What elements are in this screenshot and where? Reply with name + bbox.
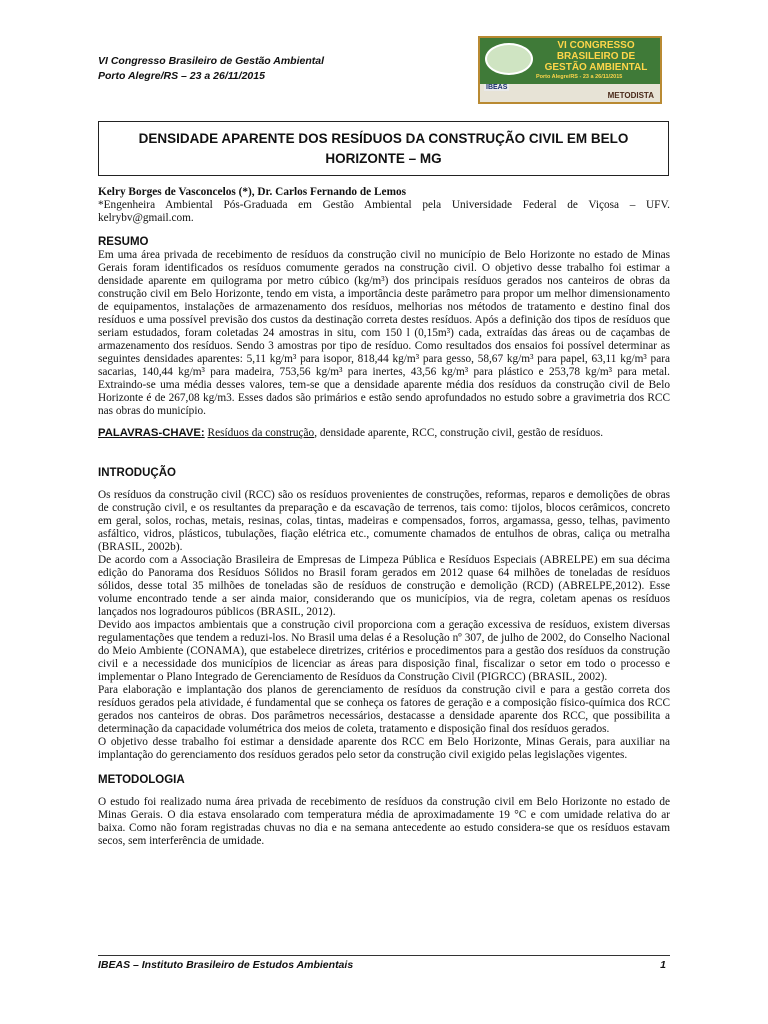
- paper-body: [98, 186, 670, 848]
- logo-title: VI CONGRESSO BRASILEIRO DE GESTÃO AMBIENTAL: [544, 40, 648, 73]
- intro-paragraph: Devido aos impactos ambientais que a construção civil proporciona com a geração excessiva de resíduos, existem diversas regulamentações que tendem a reduzi-los. No Brasil uma delas é a Resolução nº 307, de julho de 2002, do Conselho Nacional do Meio Ambiente (CONAMA), que estabelece diretrizes, critérios e procedimentos para a gestão dos resíduos da construção civil e a necessidade dos municípios de licenciar as áreas para disposição final, fiscalizar o setor em todo o processo e implementar o Plano Integrado de Gerenciamento de Resíduos da Construção Civil (PIGRCC) (BRASIL, 2002).: [98, 619, 670, 683]
- intro-paragraph: Para elaboração e implantação dos planos de gerenciamento de resíduos da construção civil e para a gestão correta dos resíduos gerados pela atividade, é fundamental que se conheça os fatores de geração e a composição físico-química dos RCC gerados nos canteiros de obras. Dos parâmetros necessários, destacasse a densidade aparente dos RCC, que possibilita a determinação da capacidade volumétrica dos meios de coleta, tratamento e disposição final dos resíduos gerados.: [98, 684, 670, 735]
- intro-paragraph: O objetivo desse trabalho foi estimar a densidade aparente dos RCC em Belo Horizonte, Minas Gerais, para auxiliar na implantação do gerenciamento dos resíduos gerados pelo setor da construção civil exigido pelas legislações vigentes.: [98, 736, 670, 761]
- keywords-label: PALAVRAS-CHAVE:: [98, 427, 205, 439]
- abstract-heading: RESUMO: [98, 236, 149, 248]
- congress-location-date: Porto Alegre/RS – 23 a 26/11/2015: [98, 70, 265, 82]
- congress-logo: [478, 36, 662, 104]
- congress-name: VI Congresso Brasileiro de Gestão Ambiental: [98, 55, 325, 67]
- page-number: 1: [660, 959, 666, 971]
- logo-emblem-icon: [485, 43, 533, 75]
- keyword-first: Resíduos da construção: [207, 427, 315, 439]
- intro-paragraph: De acordo com a Associação Brasileira de Empresas de Limpeza Pública e Resíduos Especiais (ABRELPE) em sua décima edição do Panorama dos Resíduos Sólidos no Brasil foram gerados em 2012 quase 64 milhões de toneladas de resíduos sólidos, desse total 35 milhões de toneladas são de resíduos de construção e demolição (RCD) (ABRELPE,2012). Esse volume encontrado tende a ser ainda maior, considerando que os municípios, via de regra, coletam apenas os resíduos lançados nos logradouros públicos (BRASIL, 2012).: [98, 554, 670, 618]
- page-footer: [98, 955, 670, 971]
- methodology-heading: METODOLOGIA: [98, 774, 185, 786]
- affiliation: *Engenheira Ambiental Pós-Graduada em Gestão Ambiental pela Universidade Federal de Viçosa – UFV. kelrybv@gmail.com.: [98, 199, 670, 224]
- logo-city: Porto Alegre/RS - 23 a 26/11/2015: [536, 74, 623, 80]
- keywords-rest: , densidade aparente, RCC, construção civil, gestão de resíduos.: [314, 427, 604, 439]
- keywords: [98, 427, 670, 440]
- logo-ibeas: IBEAS: [486, 84, 508, 91]
- running-header: [98, 54, 324, 84]
- abstract-text: Em uma área privada de recebimento de resíduos da construção civil no município de Belo Horizonte no estado de Minas Gerais foram identificados os resíduos comumente gerados na construção civil. O objetivo desse trabalho foi estimar a densidade aparente em quilograma por metro cúbico (kg/m³) dos principais resíduos gerados nos canteiros de obras da construção civil em Belo Horizonte, tendo em vista, a importância deste parâmetro para propor um melhor dimensionamento de equipamentos, instalações de armazenamento dos resíduos, melhorias nos métodos de tratamento e destino final dos resíduos e uma possível previsão dos custos da destinação correta destes resíduos. Após a definição dos tipos de resíduos que seriam estudados, foram coletadas 24 amostras in situ, com 150 l (0,15m³) cada, extraídas das áreas ou de caçambas de armazenamento dos resíduos. Sendo 3 amostras por tipo de resíduo. Como resultados dos ensaios foi possível determinar as seguintes densidades aparentes: 5,11 kg/m³ para isopor, 818,44 kg/m³ para gesso, 58,67 kg/m³ para papel, 63,11 kg/m³ para sacarias, 140,44 kg/m³ para madeira, 753,56 kg/m³ para inertes, 43,56 kg/m³ para plástico e 253,78 kg/m³ para metal. Extraindo-se uma média desses valores, tem-se que a densidade aparente média dos resíduos da construção civil de Belo Horizonte é de 267,08 kg/m3. Esses dados são primários e estão sendo aprofundados no estudo sobre a gravimetria dos RCC nas obras do município.: [98, 249, 670, 417]
- intro-paragraph: Os resíduos da construção civil (RCC) são os resíduos provenientes de construções, reformas, reparos e demolições de obras de construção civil, e os resultantes da preparação e da escavação de terrenos, tais como: tijolos, blocos cerâmicos, concreto em geral, solos, rochas, metais, resinas, colas, tintas, madeiras e compensados, forros, argamassa, gesso, telhas, pavimento asfáltico, vidros, plásticos, tubulações, fiação elétrica etc., comumente chamados de entulhos de obras, caliça ou metralha (BRASIL, 2002b).: [98, 489, 670, 553]
- footer-institute: IBEAS – Instituto Brasileiro de Estudos Ambientais: [98, 959, 354, 971]
- methodology-text: O estudo foi realizado numa área privada de recebimento de resíduos da construção civil em Belo Horizonte no estado de Minas Gerais. O dia estava ensolarado com temperatura média de aproximadamente 19 °C e com umidade relativa do ar baixa. Como não foram registradas chuvas no dia e na semana antecedente ao estudo considera-se que os resíduos estavam secos, sem interferência de umidade.: [98, 796, 670, 847]
- authors: Kelry Borges de Vasconcelos (*), Dr. Carlos Fernando de Lemos: [98, 186, 407, 198]
- paper-title: DENSIDADE APARENTE DOS RESÍDUOS DA CONSTRUÇÃO CIVIL EM BELO HORIZONTE – MG: [98, 121, 669, 176]
- introduction-heading: INTRODUÇÃO: [98, 467, 176, 479]
- logo-partner: METODISTA: [607, 91, 654, 100]
